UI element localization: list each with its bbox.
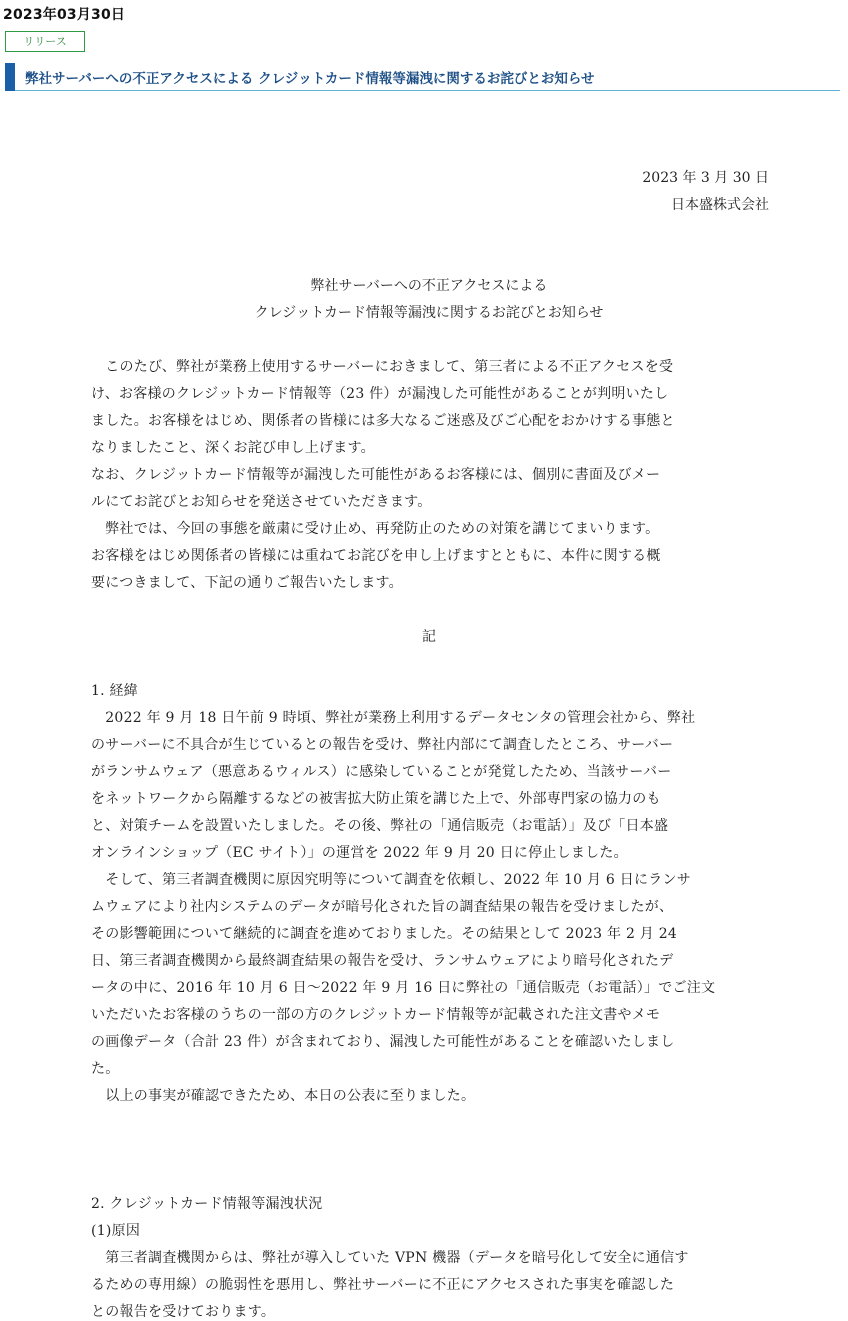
section2-heading: 2. クレジットカード情報等漏洩状況	[91, 1196, 323, 1212]
section1-line: 日、第三者調査機関から最終調査結果の報告を受け、ランサムウェアにより暗号化されたデ	[91, 953, 674, 969]
intro-line: お客様をはじめ関係者の皆様には重ねてお詫びを申し上げますとともに、本件に関する概	[91, 548, 661, 564]
title-accent-bar	[5, 63, 15, 91]
document-title-line2: クレジットカード情報等漏洩に関するお詫びとお知らせ	[254, 305, 604, 321]
intro-line: ました。お客様をはじめ、関係者の皆様には多大なるご迷惑及びご心配をおかけする事態と	[91, 413, 675, 429]
section1-line: 以上の事実が確認できたため、本日の公表に至りました。	[91, 1088, 476, 1104]
section1-heading: 1. 経緯	[91, 683, 139, 699]
section1-line: ムウェアにより社内システムのデータが暗号化された旨の調査結果の報告を受けましたが、	[91, 899, 674, 915]
release-date: 2023年03月30日	[3, 7, 126, 23]
document-date: 2023 年 3 月 30 日	[642, 170, 769, 186]
section1-line: た。	[91, 1061, 120, 1077]
intro-line: このたび、弊社が業務上使用するサーバーにおきまして、第三者による不正アクセスを受	[91, 359, 674, 375]
intro-line: なお、クレジットカード情報等が漏洩した可能性があるお客様には、個別に書面及びメー	[91, 467, 661, 483]
section1-line: がランサムウェア（悪意あるウィルス）に感染していることが発覚したため、当該サーバー	[91, 764, 672, 780]
intro-line: ルにてお詫びとお知らせを発送させていただきます。	[91, 494, 432, 510]
section1-line: いただいたお客様のうちの一部の方のクレジットカード情報等が記載された注文書やメモ	[91, 1007, 661, 1023]
section1-line: の画像データ（合計 23 件）が含まれており、漏洩した可能性があることを確認いたしまし	[91, 1034, 675, 1050]
intro-line: 弊社では、今回の事態を厳粛に受け止め、再発防止のための対策を講じてまいります。	[91, 521, 660, 537]
section2-line: 第三者調査機関からは、弊社が導入していた VPN 機器（データを暗号化して安全に通信す	[91, 1250, 689, 1266]
intro-line: なりましたこと、深くお詫び申し上げます。	[91, 440, 375, 456]
category-badge[interactable]: リリース	[5, 31, 85, 52]
page-title-text: 弊社サーバーへの不正アクセスによる クレジットカード情報等漏洩に関するお詫びとお知らせ	[25, 71, 595, 87]
company-name: 日本盛株式会社	[671, 197, 769, 213]
section1-line: をネットワークから隔離するなどの被害拡大防止策を講じた上で、外部専門家の協力のも	[91, 791, 661, 807]
section2-subheading: (1)原因	[91, 1223, 141, 1239]
document-title-line1: 弊社サーバーへの不正アクセスによる	[310, 278, 548, 294]
section1-line: オンラインショップ（EC サイト）」の運営を 2022 年 9 月 20 日に停止しました。	[91, 845, 628, 861]
intro-line: け、お客様のクレジットカード情報等（23 件）が漏洩した可能性があることが判明いたし	[91, 386, 669, 402]
ki-mark: 記	[422, 629, 436, 645]
section1-line: のサーバーに不具合が生じているとの報告を受け、弊社内部にて調査したところ、サーバー	[91, 737, 674, 753]
section1-line: ータの中に、2016 年 10 月 6 日～2022 年 9 月 16 日に弊社の「通信販売（お電話）」でご注文	[91, 980, 716, 996]
section2-line: るための専用線）の脆弱性を悪用し、弊社サーバーに不正にアクセスされた事実を確認した	[91, 1277, 675, 1293]
intro-line: 要につきまして、下記の通りご報告いたします。	[91, 575, 403, 591]
section1-line: 2022 年 9 月 18 日午前 9 時頃、弊社が業務上利用するデータセンタの管理会社から、弊社	[91, 710, 696, 726]
page-title	[5, 63, 840, 91]
section1-line: と、対策チームを設置いたしました。その後、弊社の「通信販売（お電話）」及び「日本盛	[91, 818, 669, 834]
section2-line: との報告を受けております。	[91, 1304, 276, 1320]
section1-line: その影響範囲について継続的に調査を進めておりました。その結果として 2023 年 2 月 24	[91, 926, 678, 942]
section1-line: そして、第三者調査機関に原因究明等について調査を依頼し、2022 年 10 月 6 日にランサ	[91, 872, 692, 888]
